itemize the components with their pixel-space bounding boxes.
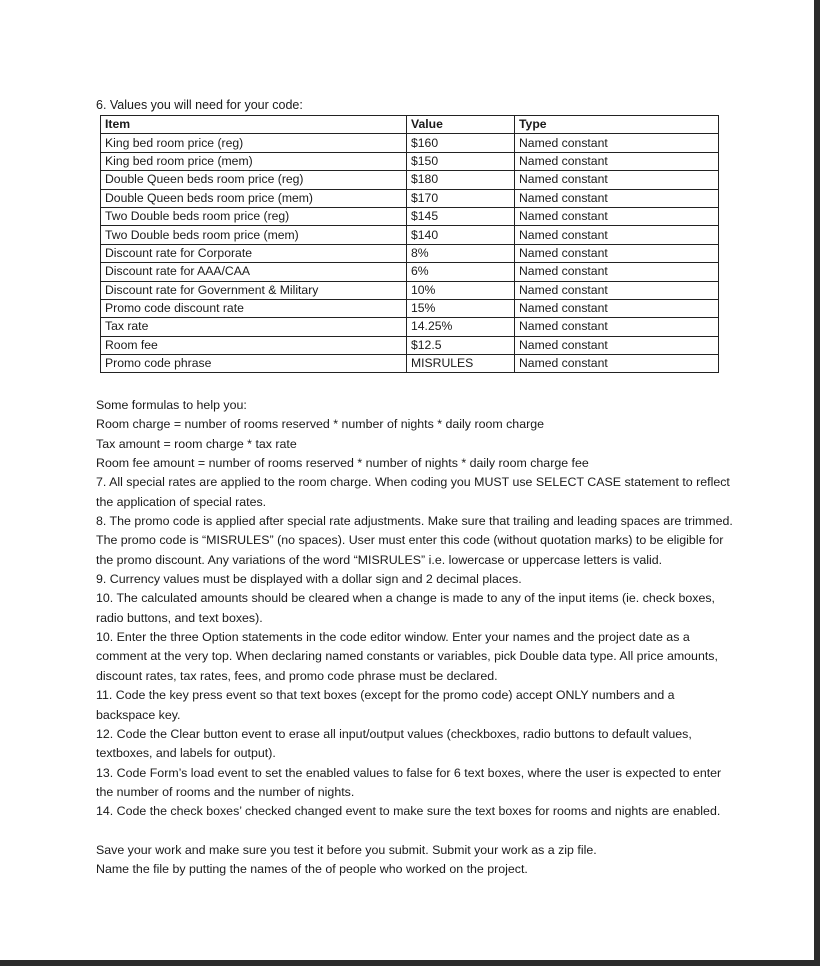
cell-item: Double Queen beds room price (mem) xyxy=(101,189,407,207)
cell-item: Double Queen beds room price (reg) xyxy=(101,171,407,189)
header-type: Type xyxy=(515,116,719,134)
cell-value: $160 xyxy=(407,134,515,152)
values-table xyxy=(100,115,719,373)
table-row xyxy=(101,318,719,336)
table-row xyxy=(101,189,719,207)
cell-value: 8% xyxy=(407,244,515,262)
table-row xyxy=(101,134,719,152)
instruction-7: 7. All special rates are applied to the room charge. When coding you MUST use SELECT CASE statement to reflect the application of special rates. xyxy=(96,475,730,509)
cell-type: Named constant xyxy=(515,281,719,299)
formulas-intro: Some formulas to help you: xyxy=(96,398,247,412)
cell-item: Promo code phrase xyxy=(101,355,407,373)
table-row xyxy=(101,355,719,373)
cell-value: 6% xyxy=(407,263,515,281)
cell-type: Named constant xyxy=(515,226,719,244)
cell-value: $140 xyxy=(407,226,515,244)
cell-type: Named constant xyxy=(515,355,719,373)
table-row xyxy=(101,152,719,170)
cell-item: Discount rate for Government & Military xyxy=(101,281,407,299)
table-row xyxy=(101,171,719,189)
table-row xyxy=(101,299,719,317)
cell-value: $170 xyxy=(407,189,515,207)
instructions-body xyxy=(96,396,736,880)
cell-item: Two Double beds room price (mem) xyxy=(101,226,407,244)
closing-line-1: Save your work and make sure you test it before you submit. Submit your work as a zip file. xyxy=(96,842,597,857)
table-row xyxy=(101,263,719,281)
instruction-13: 13. Code Form’s load event to set the enabled values to false for 6 text boxes, where the user is expected to enter the number of rooms and the number of nights. xyxy=(96,765,722,799)
table-header-row xyxy=(101,116,719,134)
instruction-8: 8. The promo code is applied after special rate adjustments. Make sure that trailing and leading spaces are trimmed. The promo code is “MISRULES” (no spaces). User must enter this code (without quotation marks) to be eligible for the promo discount. Any variations of the word “MISRULES” i.e. lowercase or uppercase letters is valid. xyxy=(96,514,733,567)
cell-type: Named constant xyxy=(515,336,719,354)
table-row xyxy=(101,281,719,299)
cell-type: Named constant xyxy=(515,207,719,225)
formula-room-fee: Room fee amount = number of rooms reserved * number of nights * daily room charge fee xyxy=(96,456,589,471)
closing-line-2: Name the file by putting the names of the of people who worked on the project. xyxy=(96,862,528,877)
formula-room-charge: Room charge = number of rooms reserved * number of nights * daily room charge xyxy=(96,417,544,432)
header-value: Value xyxy=(407,116,515,134)
cell-value: 10% xyxy=(407,281,515,299)
cell-item: King bed room price (mem) xyxy=(101,152,407,170)
cell-item: Discount rate for Corporate xyxy=(101,244,407,262)
cell-value: 15% xyxy=(407,299,515,317)
formula-tax-amount: Tax amount = room charge * tax rate xyxy=(96,436,297,451)
table-row xyxy=(101,336,719,354)
cell-value: $180 xyxy=(407,171,515,189)
header-item: Item xyxy=(101,116,407,134)
cell-item: Tax rate xyxy=(101,318,407,336)
cell-type: Named constant xyxy=(515,152,719,170)
cell-type: Named constant xyxy=(515,189,719,207)
cell-type: Named constant xyxy=(515,318,719,336)
section-heading: 6. Values you will need for your code: xyxy=(96,98,303,112)
cell-item: Room fee xyxy=(101,336,407,354)
paragraph-gap xyxy=(96,822,736,841)
table-row xyxy=(101,226,719,244)
cell-item: King bed room price (reg) xyxy=(101,134,407,152)
instruction-10b: 10. Enter the three Option statements in the code editor window. Enter your names and the project date as a comment at the very top. When declaring named constants or variables, pick Double data type. All price amounts, discount rates, tax rates, fees, and promo code phrase must be declared. xyxy=(96,630,718,683)
table-row xyxy=(101,207,719,225)
table-row xyxy=(101,244,719,262)
cell-value: 14.25% xyxy=(407,318,515,336)
cell-value: MISRULES xyxy=(407,355,515,373)
cell-item: Discount rate for AAA/CAA xyxy=(101,263,407,281)
cell-type: Named constant xyxy=(515,299,719,317)
cell-item: Two Double beds room price (reg) xyxy=(101,207,407,225)
instruction-14: 14. Code the check boxes’ checked changed event to make sure the text boxes for rooms and nights are enabled. xyxy=(96,804,721,819)
cell-value: $12.5 xyxy=(407,336,515,354)
instruction-9: 9. Currency values must be displayed with a dollar sign and 2 decimal places. xyxy=(96,572,522,587)
instruction-10a: 10. The calculated amounts should be cleared when a change is made to any of the input items (ie. check boxes, radio buttons, and text boxes). xyxy=(96,591,715,625)
instruction-12: 12. Code the Clear button event to erase all input/output values (checkboxes, radio buttons to default values, textboxes, and labels for output). xyxy=(96,726,692,761)
cell-type: Named constant xyxy=(515,263,719,281)
cell-type: Named constant xyxy=(515,134,719,152)
page-bottom-edge xyxy=(0,960,820,966)
cell-value: $150 xyxy=(407,152,515,170)
instruction-11: 11. Code the key press event so that text boxes (except for the promo code) accept ONLY numbers and a backspace key. xyxy=(96,688,675,722)
cell-type: Named constant xyxy=(515,244,719,262)
cell-value: $145 xyxy=(407,207,515,225)
cell-item: Promo code discount rate xyxy=(101,299,407,317)
page-right-edge xyxy=(814,0,820,966)
cell-type: Named constant xyxy=(515,171,719,189)
